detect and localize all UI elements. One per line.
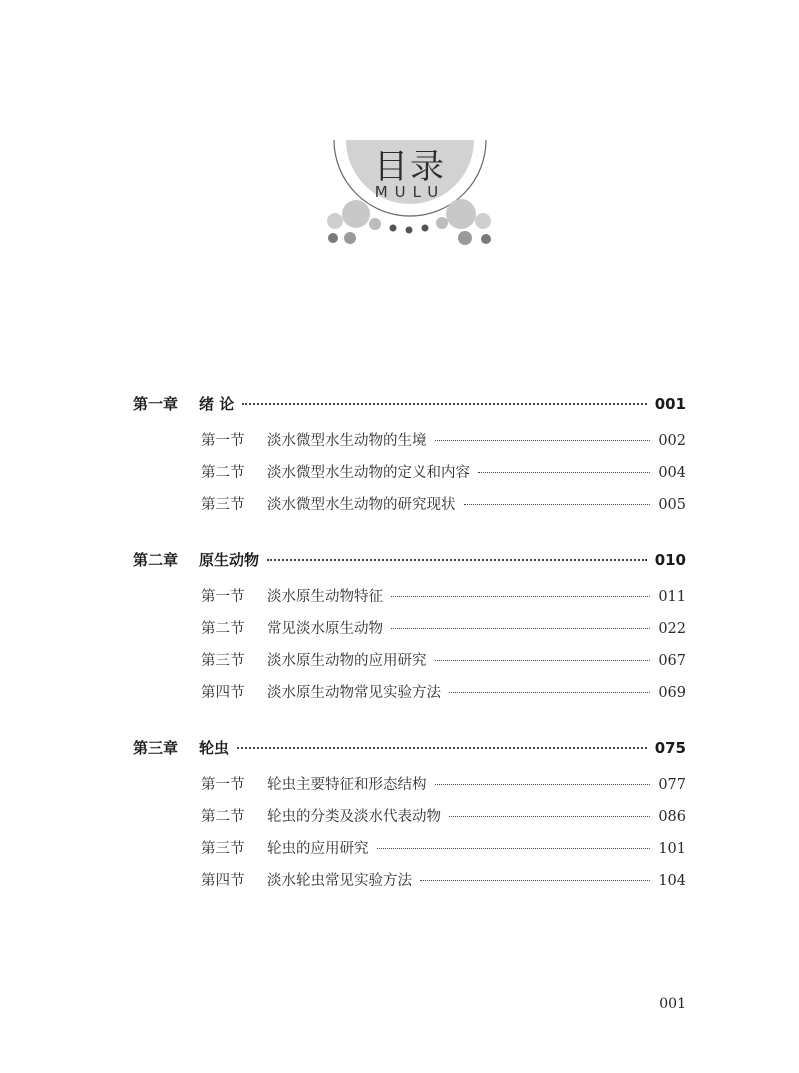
dot-leader [377, 848, 651, 849]
section-number: 第一节 [201, 777, 245, 793]
dot-leader [464, 504, 651, 505]
dot-leader [449, 816, 650, 817]
dot-leader [391, 628, 650, 629]
toc-title: 目录 [374, 147, 446, 187]
section-number: 第四节 [201, 873, 245, 889]
toc-section-row[interactable] [201, 837, 686, 858]
toc-section-row[interactable] [201, 649, 686, 670]
section-title: 常见淡水原生动物 [267, 621, 383, 637]
section-number: 第一节 [201, 433, 245, 449]
chapter-number: 第三章 [133, 739, 179, 757]
toc-section-row[interactable] [201, 805, 686, 826]
page-number: 001 [659, 996, 686, 1012]
dot-leader [391, 596, 650, 597]
section-page: 011 [658, 589, 686, 605]
toc-chapter-row[interactable] [133, 393, 686, 414]
section-title: 轮虫的分类及淡水代表动物 [267, 809, 441, 825]
toc-section-row[interactable] [201, 617, 686, 638]
dot-leader [435, 784, 651, 785]
toc-section-row[interactable] [201, 585, 686, 606]
section-page: 005 [658, 497, 686, 513]
section-page: 069 [658, 685, 686, 701]
section-number: 第二节 [201, 465, 245, 481]
section-number: 第三节 [201, 841, 245, 857]
toc-section-row[interactable] [201, 681, 686, 702]
toc-subtitle: MULU [374, 183, 446, 201]
section-title: 淡水原生动物常见实验方法 [267, 685, 441, 701]
dot-leader [267, 559, 647, 561]
chapter-page: 001 [654, 395, 686, 413]
section-title: 淡水原生动物特征 [267, 589, 383, 605]
chapter-title: 轮虫 [199, 739, 230, 757]
dot-leader [449, 692, 650, 693]
dot-leader [420, 880, 650, 881]
section-page: 086 [658, 809, 686, 825]
section-page: 002 [658, 433, 686, 449]
toc-title-block [320, 125, 500, 255]
toc-section-row[interactable] [201, 461, 686, 482]
section-title: 淡水原生动物的应用研究 [267, 653, 427, 669]
section-page: 067 [658, 653, 686, 669]
section-page: 104 [658, 873, 686, 889]
chapter-title: 绪 论 [199, 395, 235, 413]
section-page: 004 [658, 465, 686, 481]
chapter-title: 原生动物 [199, 551, 260, 569]
chapter-page: 075 [654, 739, 686, 757]
section-number: 第四节 [201, 685, 245, 701]
section-page: 022 [658, 621, 686, 637]
section-title: 轮虫主要特征和形态结构 [267, 777, 427, 793]
section-title: 淡水微型水生动物的研究现状 [267, 497, 456, 513]
section-page: 101 [658, 841, 686, 857]
dot-leader [435, 660, 651, 661]
section-number: 第三节 [201, 653, 245, 669]
toc-chapter-row[interactable] [133, 549, 686, 570]
chapter-page: 010 [654, 551, 686, 569]
section-number: 第二节 [201, 621, 245, 637]
toc-chapter-row[interactable] [133, 737, 686, 758]
dot-leader [478, 472, 650, 473]
section-title: 淡水微型水生动物的定义和内容 [267, 465, 470, 481]
section-number: 第二节 [201, 809, 245, 825]
dot-leader [435, 440, 651, 441]
section-title: 轮虫的应用研究 [267, 841, 369, 857]
dot-leader [237, 747, 647, 749]
toc-section-row[interactable] [201, 493, 686, 514]
toc-section-row[interactable] [201, 869, 686, 890]
section-title: 淡水轮虫常见实验方法 [267, 873, 412, 889]
chapter-number: 第一章 [133, 395, 179, 413]
chapter-number: 第二章 [133, 551, 179, 569]
toc-section-row[interactable] [201, 773, 686, 794]
section-number: 第三节 [201, 497, 245, 513]
toc-section-row[interactable] [201, 429, 686, 450]
section-page: 077 [658, 777, 686, 793]
section-number: 第一节 [201, 589, 245, 605]
section-title: 淡水微型水生动物的生境 [267, 433, 427, 449]
dot-leader [242, 403, 646, 405]
